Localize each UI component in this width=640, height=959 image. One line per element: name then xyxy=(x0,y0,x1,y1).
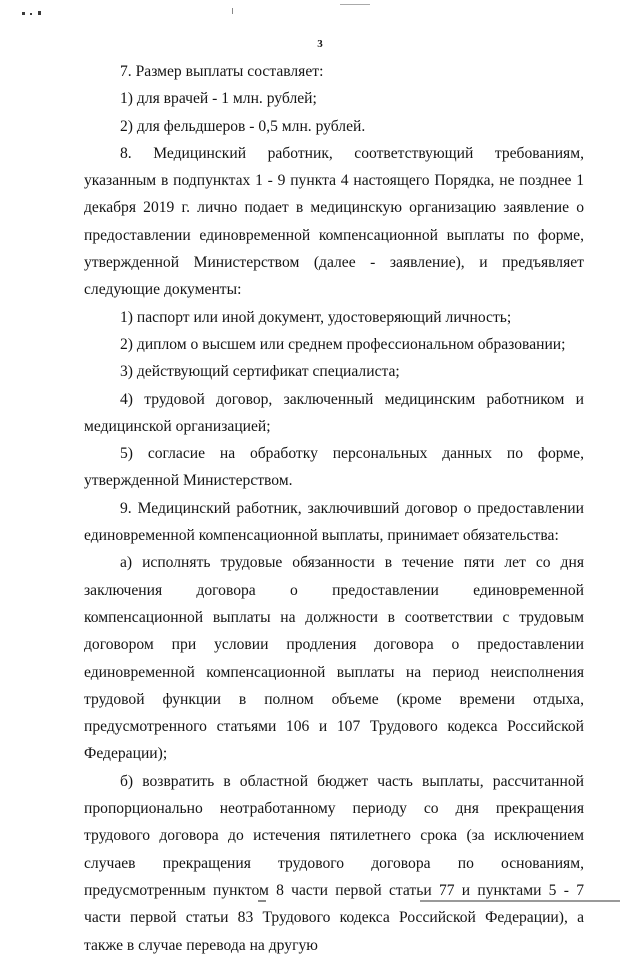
paragraph: 9. Медицинский работник, заключивший договор о предоставлении единовременной компенсационной выплаты, принимает обязательства: xyxy=(84,499,584,545)
paragraph: 4) трудовой договор, заключенный медицинским работником и медицинской организацией; xyxy=(84,390,584,435)
paragraph: 1) паспорт или иной документ, удостоверяющий личность; xyxy=(120,308,512,326)
scan-artifact xyxy=(38,11,41,15)
document-body xyxy=(84,58,584,959)
paragraph: 5) согласие на обработку персональных данных по форме, утвержденной Министерством. xyxy=(84,445,584,490)
scan-artifact xyxy=(30,13,32,15)
paragraph: б) возвратить в областной бюджет часть выплаты, рассчитанной пропорционально неотработанному периоду со дня прекращения трудового договора до истечения пятилетнего срока (за исключением случаев прекращения трудового договора по основаниям, предусмотренным пунктом 8 части первой статьи 77 и пунктами 5 - 7 части первой статьи 83 Трудового кодекса Российской Федерации), а также в случае перевода на другую xyxy=(84,772,584,954)
paragraph: 1) для врачей - 1 млн. рублей; xyxy=(120,90,317,108)
scan-artifact xyxy=(232,8,233,14)
paragraph: 8. Медицинский работник, соответствующий требованиям, указанным в подпунктах 1 - 9 пункта 4 настоящего Порядка, не позднее 1 декабря 2019 г. лично подает в медицинскую организацию заявление о предоставлении единовременной компенсационной выплаты по форме, утвержденной Министерством (далее - заявление), и предъявляет следующие документы: xyxy=(84,144,584,299)
paragraph: 2) диплом о высшем или среднем профессиональном образовании; xyxy=(120,335,566,353)
scan-artifact xyxy=(340,4,370,5)
paragraph: 3) действующий сертификат специалиста; xyxy=(120,363,400,381)
page-number: 3 xyxy=(317,38,323,50)
paragraph: а) исполнять трудовые обязанности в течение пяти лет со дня заключения договора о предоставлении единовременной компенсационной выплаты на должности в соответствии с трудовым договором при условии продления договора о предоставлении единовременной компенсационной выплаты на период неисполнения трудовой функции в полном объеме (кроме времени отдыха, предусмотренного статьями 106 и 107 Трудового кодекса Российской Федерации); xyxy=(84,554,584,763)
paragraph: 2) для фельдшеров - 0,5 млн. рублей. xyxy=(120,117,366,135)
paragraph: 7. Размер выплаты составляет: xyxy=(120,63,324,80)
scan-artifact xyxy=(22,12,25,15)
